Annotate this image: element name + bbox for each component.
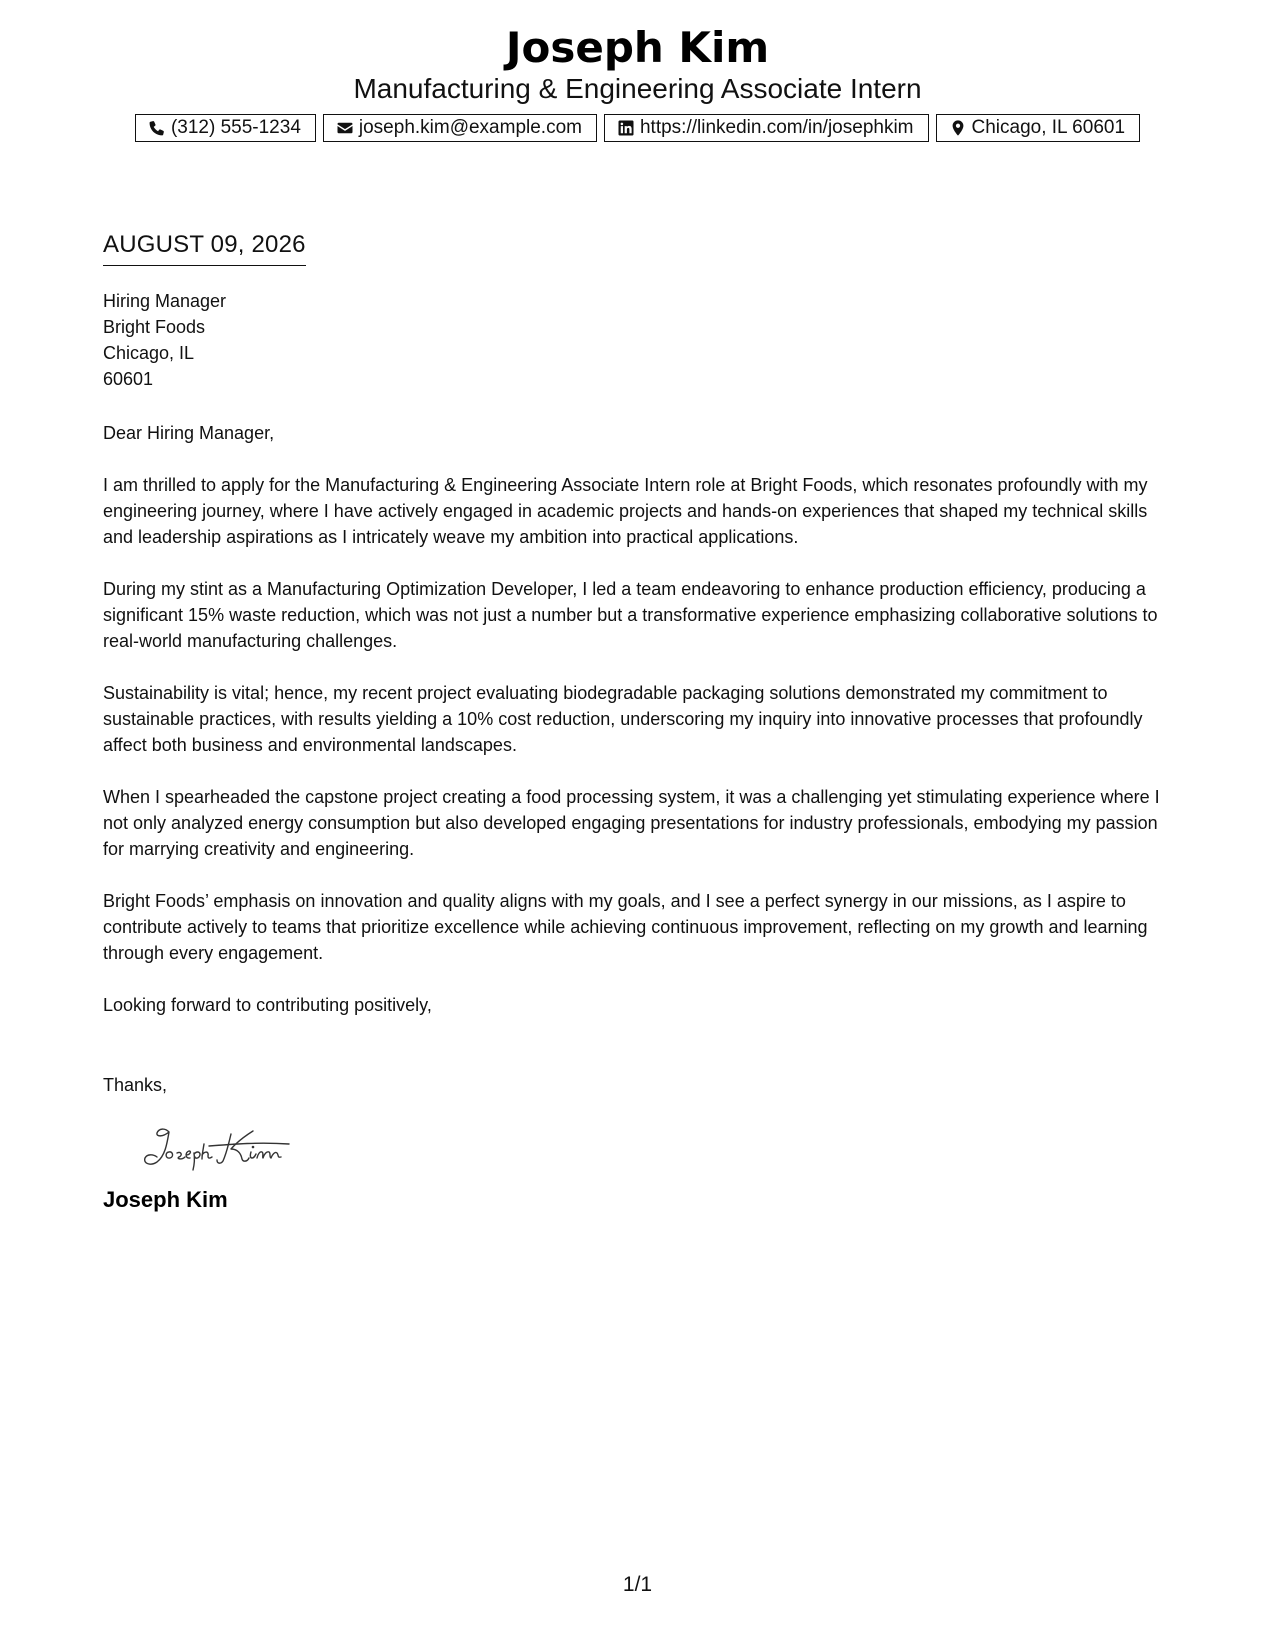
signed-name: Joseph Kim [103, 1187, 228, 1212]
letter-body [103, 228, 1178, 1214]
salutation: Dear Hiring Manager, [103, 423, 275, 443]
envelope-icon [336, 119, 355, 138]
recipient-city: Chicago, IL [103, 343, 195, 363]
linkedin-icon [617, 119, 636, 138]
paragraph-experience: During my stint as a Manufacturing Optimization Developer, I led a team endeavoring to enhance production efficiency, producing a significant 15% waste reduction, which was not just a number but a transformative experience emphasizing collaborative solutions to real-world manufacturing challenges. [103, 579, 1158, 651]
handwritten-signature [139, 1122, 329, 1174]
recipient-zip: 60601 [103, 369, 154, 389]
paragraph-intro: I am thrilled to apply for the Manufacturing & Engineering Associate Intern role at Bright Foods, which resonates profoundly with my engineering journey, where I have actively engaged in academic projects and hands-on experiences that shaped my technical skills and leadership aspirations as I intricately weave my ambition into practical applications. [103, 475, 1148, 547]
contact-email [323, 114, 597, 142]
closing-line: Looking forward to contributing positively, [103, 995, 432, 1015]
applicant-name: Joseph Kim [505, 23, 770, 72]
contact-phone [135, 114, 316, 142]
contact-phone-text: (312) 555-1234 [170, 117, 301, 138]
letter-date: AUGUST 09, 2026 [103, 228, 306, 266]
map-pin-icon [949, 119, 968, 138]
letter-header [0, 22, 1275, 142]
sign-off: Thanks, [103, 1075, 168, 1095]
paragraph-company-fit: Bright Foods’ emphasis on innovation and quality aligns with my goals, and I see a perfect synergy in our missions, as I aspire to contribute actively to teams that prioritize excellence while achieving continuous improvement, reflecting on my growth and learning through every engagement. [103, 891, 1148, 963]
applicant-role: Manufacturing & Engineering Associate Intern [353, 73, 922, 104]
page-number: 1/1 [622, 1573, 653, 1596]
contact-linkedin [604, 114, 929, 142]
paragraph-capstone: When I spearheaded the capstone project creating a food processing system, it was a challenging yet stimulating experience where I not only analyzed energy consumption but also developed engaging presentations for industry professionals, embodying my passion for marrying creativity and engineering. [103, 787, 1160, 859]
contact-email-text: joseph.kim@example.com [358, 117, 582, 138]
phone-icon [148, 119, 167, 138]
contact-linkedin-text: https://linkedin.com/in/josephkim [639, 117, 914, 138]
paragraph-sustainability: Sustainability is vital; hence, my recent project evaluating biodegradable packaging solutions demonstrated my commitment to sustainable practices, with results yielding a 10% cost reduction, underscoring my inquiry into innovative processes that profoundly affect both business and environmental landscapes. [103, 683, 1143, 755]
recipient-company: Bright Foods [103, 317, 206, 337]
contact-location [936, 114, 1141, 142]
contact-location-text: Chicago, IL 60601 [971, 117, 1126, 138]
recipient-title: Hiring Manager [103, 291, 227, 311]
recipient-block [103, 288, 1178, 392]
contact-bar [0, 114, 1275, 142]
